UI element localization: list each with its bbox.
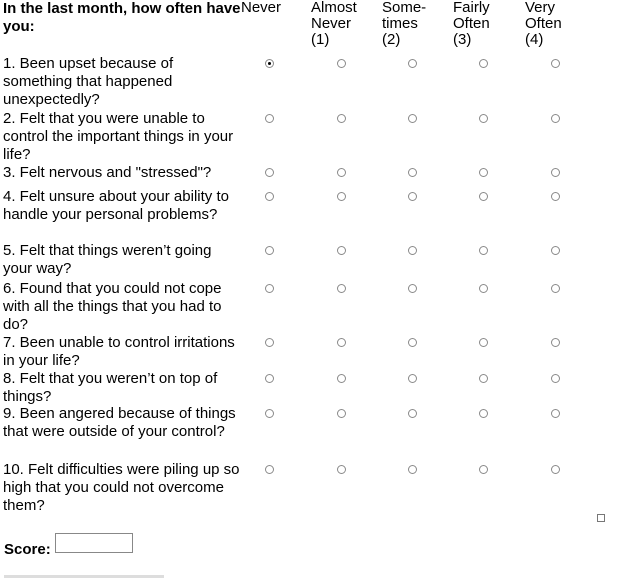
radio-q10-opt3[interactable] (408, 465, 417, 474)
radio-q6-opt1[interactable] (265, 284, 274, 293)
column-header-4 (453, 0, 490, 48)
radio-q6-opt3[interactable] (408, 284, 417, 293)
radio-q9-opt5[interactable] (551, 409, 560, 418)
question-header: In the last month, how often have you: (3, 0, 241, 35)
radio-q5-opt1[interactable] (265, 246, 274, 255)
radio-q10-opt2[interactable] (337, 465, 346, 474)
radio-q8-opt2[interactable] (337, 374, 346, 383)
column-header-line: Very (525, 0, 556, 16)
radio-q7-opt2[interactable] (337, 338, 346, 347)
column-header-line: Never (311, 15, 352, 32)
radio-q4-opt3[interactable] (408, 192, 417, 201)
question-item: 4. Felt unsure about your ability to handle your personal problems? (3, 188, 229, 223)
radio-q4-opt4[interactable] (479, 192, 488, 201)
radio-q10-opt5[interactable] (551, 465, 560, 474)
radio-q4-opt5[interactable] (551, 192, 560, 201)
radio-q5-opt3[interactable] (408, 246, 417, 255)
radio-q1-opt5[interactable] (551, 59, 560, 68)
question-item: 8. Felt that you weren’t on top of things? (3, 370, 218, 405)
radio-q5-opt2[interactable] (337, 246, 346, 255)
radio-q4-opt1[interactable] (265, 192, 274, 201)
score-input[interactable] (55, 533, 133, 553)
radio-q6-opt5[interactable] (551, 284, 560, 293)
radio-q3-opt5[interactable] (551, 168, 560, 177)
radio-q1-opt1[interactable] (265, 59, 274, 68)
radio-q8-opt1[interactable] (265, 374, 274, 383)
radio-q2-opt5[interactable] (551, 114, 560, 123)
column-header-5 (525, 0, 562, 48)
radio-q6-opt2[interactable] (337, 284, 346, 293)
question-item: 5. Felt that things weren’t going your way? (3, 242, 212, 277)
question-item: 2. Felt that you were unable to control the important things in your life? (3, 110, 234, 163)
column-header-line: Often (525, 15, 562, 32)
radio-q8-opt4[interactable] (479, 374, 488, 383)
radio-q7-opt3[interactable] (408, 338, 417, 347)
column-header-line: Almost (311, 0, 357, 16)
question-item: 6. Found that you could not cope with all the things that you had to do? (3, 280, 222, 333)
divider (4, 575, 164, 578)
column-header-1 (241, 0, 281, 16)
radio-q2-opt3[interactable] (408, 114, 417, 123)
radio-q8-opt5[interactable] (551, 374, 560, 383)
column-header-line: Some- (382, 0, 427, 16)
radio-q5-opt5[interactable] (551, 246, 560, 255)
radio-q9-opt3[interactable] (408, 409, 417, 418)
column-header-line: Never (241, 0, 282, 16)
column-header-line: (2) (382, 31, 401, 48)
radio-q1-opt2[interactable] (337, 59, 346, 68)
radio-q9-opt2[interactable] (337, 409, 346, 418)
radio-q7-opt4[interactable] (479, 338, 488, 347)
column-header-2 (311, 0, 357, 48)
radio-q10-opt4[interactable] (479, 465, 488, 474)
column-header-line: Often (453, 15, 490, 32)
question-item: 7. Been unable to control irritations in your life? (3, 334, 235, 369)
radio-q1-opt3[interactable] (408, 59, 417, 68)
radio-q1-opt4[interactable] (479, 59, 488, 68)
column-header-line: (1) (311, 31, 330, 48)
radio-q6-opt4[interactable] (479, 284, 488, 293)
radio-q3-opt4[interactable] (479, 168, 488, 177)
radio-q7-opt5[interactable] (551, 338, 560, 347)
radio-q10-opt1[interactable] (265, 465, 274, 474)
question-item: 1. Been upset because of something that happened unexpectedly? (3, 55, 174, 108)
small-checkbox[interactable] (597, 514, 605, 522)
column-header-line: times (382, 15, 418, 32)
radio-q3-opt3[interactable] (408, 168, 417, 177)
radio-q8-opt3[interactable] (408, 374, 417, 383)
radio-q3-opt2[interactable] (337, 168, 346, 177)
column-header-line: (3) (453, 31, 472, 48)
radio-q7-opt1[interactable] (265, 338, 274, 347)
radio-q2-opt1[interactable] (265, 114, 274, 123)
radio-q2-opt2[interactable] (337, 114, 346, 123)
radio-q3-opt1[interactable] (265, 168, 274, 177)
radio-q2-opt4[interactable] (479, 114, 488, 123)
column-header-line: Fairly (453, 0, 490, 16)
column-header-line: (4) (525, 31, 544, 48)
column-header-3 (382, 0, 426, 48)
question-item: 10. Felt difficulties were piling up so high that you could not overcome them? (3, 461, 240, 514)
radio-q9-opt4[interactable] (479, 409, 488, 418)
score-label: Score: (4, 541, 51, 558)
question-item: 9. Been angered because of things that were outside of your control? (3, 405, 236, 440)
radio-q4-opt2[interactable] (337, 192, 346, 201)
radio-q5-opt4[interactable] (479, 246, 488, 255)
question-item: 3. Felt nervous and "stressed"? (3, 164, 212, 181)
radio-q9-opt1[interactable] (265, 409, 274, 418)
